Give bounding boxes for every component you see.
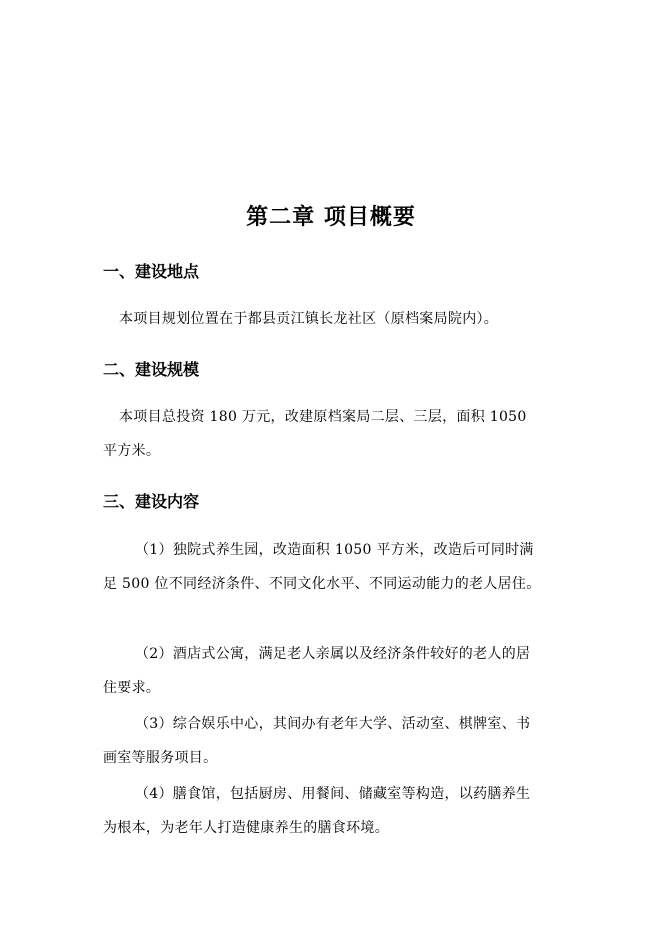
paragraph-location: [103, 302, 561, 336]
chapter-title: 第二章 项目概要: [246, 204, 416, 230]
paragraph-line: 本项目总投资 180 万元，改建原档案局二层、三层，面积 1050: [119, 409, 527, 425]
paragraph-item-1: [103, 533, 561, 601]
paragraph-line: 画室等服务项目。: [103, 750, 218, 766]
paragraph-scale: [103, 400, 561, 468]
paragraph-item-3: [103, 707, 561, 775]
section-heading-location: 一、建设地点: [103, 262, 200, 281]
paragraph-item-2: [103, 637, 561, 705]
paragraph-line: 住要求。: [103, 680, 161, 696]
paragraph-line: 本项目规划位置在于都县贡江镇长龙社区（原档案局院内）。: [119, 311, 499, 327]
paragraph-line: 足 500 位不同经济条件、不同文化水平、不同运动能力的老人居住。: [103, 576, 541, 592]
paragraph-line: （3）综合娱乐中心，其间办有老年大学、活动室、棋牌室、书: [135, 716, 531, 732]
paragraph-item-4: [103, 777, 561, 845]
paragraph-line: 为根本，为老年人打造健康养生的膳食环境。: [103, 820, 389, 836]
paragraph-line: （1）独院式养生园，改造面积 1050 平方米，改造后可同时满: [135, 542, 534, 558]
section-heading-content: 三、建设内容: [103, 492, 200, 511]
section-heading-scale: 二、建设规模: [103, 360, 200, 379]
paragraph-line: （2）酒店式公寓，满足老人亲属以及经济条件较好的老人的居: [135, 646, 531, 662]
paragraph-line: 平方米。: [103, 443, 161, 459]
paragraph-line: （4）膳食馆，包括厨房、用餐间、储藏室等构造，以药膳养生: [135, 786, 531, 802]
